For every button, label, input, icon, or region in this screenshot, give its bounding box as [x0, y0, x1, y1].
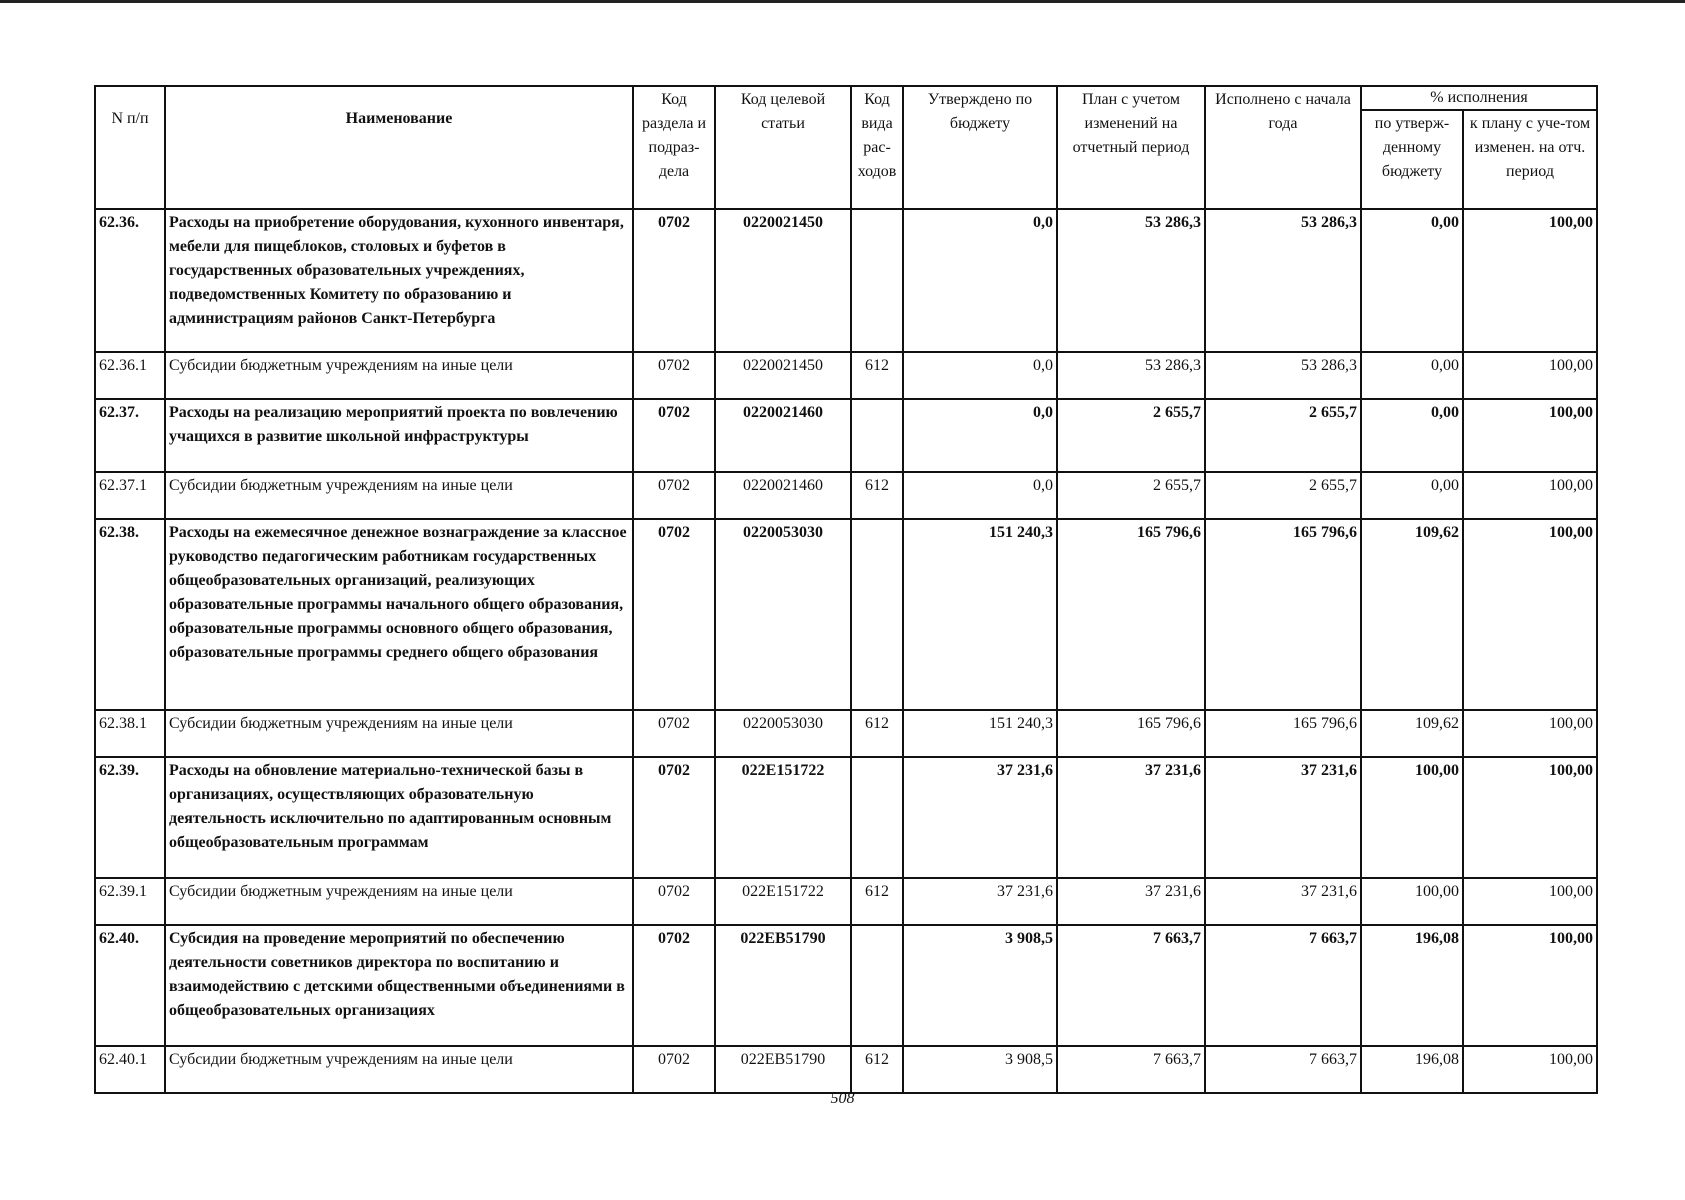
row-target: 0220021450 [715, 352, 851, 399]
page-number: 508 [830, 1090, 855, 1107]
row-section: 0702 [633, 1046, 715, 1093]
row-pct-approved: 100,00 [1361, 878, 1463, 925]
table-row [95, 399, 1597, 472]
row-name: Расходы на обновление материально-технической базы в организациях, осуществляющих образовательную деятельность исключительно по адаптированным основным общеобразовательным программам [165, 757, 633, 878]
row-section: 0702 [633, 472, 715, 519]
row-executed: 7 663,7 [1205, 925, 1361, 1046]
row-section: 0702 [633, 352, 715, 399]
row-kind [851, 399, 903, 472]
row-pct-approved: 196,08 [1361, 1046, 1463, 1093]
row-approved: 37 231,6 [903, 878, 1057, 925]
header-pct-plan: к плану с уче-том изменен. на отч. период [1463, 110, 1597, 209]
row-pct-approved: 196,08 [1361, 925, 1463, 1046]
row-pct-plan: 100,00 [1463, 925, 1597, 1046]
header-target-code: Код целевой статьи [715, 86, 851, 209]
row-target: 0220021460 [715, 399, 851, 472]
row-plan: 7 663,7 [1057, 925, 1205, 1046]
row-num: 62.37.1 [95, 472, 165, 519]
row-pct-approved: 100,00 [1361, 757, 1463, 878]
row-section: 0702 [633, 519, 715, 710]
row-plan: 37 231,6 [1057, 878, 1205, 925]
row-plan: 53 286,3 [1057, 352, 1205, 399]
row-target: 0220053030 [715, 519, 851, 710]
row-pct-plan: 100,00 [1463, 878, 1597, 925]
table-body [95, 209, 1597, 1093]
row-approved: 3 908,5 [903, 1046, 1057, 1093]
row-kind [851, 925, 903, 1046]
row-name: Субсидии бюджетным учреждениям на иные цели [165, 1046, 633, 1093]
row-approved: 0,0 [903, 209, 1057, 352]
header-num: N п/п [95, 86, 165, 209]
row-target: 0220021460 [715, 472, 851, 519]
row-pct-plan: 100,00 [1463, 352, 1597, 399]
header-section-code: Код раздела и подраз-дела [633, 86, 715, 209]
row-pct-approved: 0,00 [1361, 399, 1463, 472]
table-row [95, 472, 1597, 519]
row-section: 0702 [633, 925, 715, 1046]
table-row [95, 710, 1597, 757]
row-name: Субсидии бюджетным учреждениям на иные цели [165, 710, 633, 757]
row-kind [851, 209, 903, 352]
row-approved: 151 240,3 [903, 710, 1057, 757]
header-name: Наименование [165, 86, 633, 209]
row-name: Расходы на реализацию мероприятий проекта по вовлечению учащихся в развитие школьной инфраструктуры [165, 399, 633, 472]
row-section: 0702 [633, 878, 715, 925]
row-target: 0220053030 [715, 710, 851, 757]
row-pct-approved: 109,62 [1361, 710, 1463, 757]
row-approved: 3 908,5 [903, 925, 1057, 1046]
row-num: 62.40. [95, 925, 165, 1046]
row-section: 0702 [633, 209, 715, 352]
row-target: 022EB51790 [715, 1046, 851, 1093]
row-approved: 0,0 [903, 352, 1057, 399]
row-kind: 612 [851, 1046, 903, 1093]
row-num: 62.40.1 [95, 1046, 165, 1093]
top-border-line [0, 0, 1685, 3]
row-num: 62.38. [95, 519, 165, 710]
row-executed: 2 655,7 [1205, 399, 1361, 472]
row-plan: 165 796,6 [1057, 710, 1205, 757]
row-approved: 0,0 [903, 472, 1057, 519]
row-name: Расходы на приобретение оборудования, кухонного инвентаря, мебели для пищеблоков, столовых и буфетов в государственных образовательных учреждениях, подведомственных Комитету по образованию и администрациям районов Санкт-Петербурга [165, 209, 633, 352]
table-header [95, 86, 1597, 209]
header-percent-group: % исполнения [1361, 86, 1597, 110]
table-row [95, 1046, 1597, 1093]
row-plan: 53 286,3 [1057, 209, 1205, 352]
row-kind: 612 [851, 352, 903, 399]
table-row [95, 519, 1597, 710]
header-pct-approved: по утверж-денному бюджету [1361, 110, 1463, 209]
row-plan: 165 796,6 [1057, 519, 1205, 710]
row-executed: 53 286,3 [1205, 352, 1361, 399]
budget-sheet [94, 85, 1596, 1094]
row-approved: 151 240,3 [903, 519, 1057, 710]
header-executed: Исполнено с начала года [1205, 86, 1361, 209]
row-executed: 165 796,6 [1205, 710, 1361, 757]
row-name: Субсидии бюджетным учреждениям на иные цели [165, 352, 633, 399]
row-approved: 37 231,6 [903, 757, 1057, 878]
row-section: 0702 [633, 757, 715, 878]
table-row [95, 757, 1597, 878]
row-kind: 612 [851, 710, 903, 757]
row-name: Субсидия на проведение мероприятий по обеспечению деятельности советников директора по воспитанию и взаимодействию с детскими общественными объединениями в общеобразовательных организациях [165, 925, 633, 1046]
row-plan: 37 231,6 [1057, 757, 1205, 878]
table-row [95, 925, 1597, 1046]
row-executed: 7 663,7 [1205, 1046, 1361, 1093]
row-pct-plan: 100,00 [1463, 710, 1597, 757]
row-kind [851, 757, 903, 878]
budget-execution-table [94, 85, 1598, 1094]
row-name: Расходы на ежемесячное денежное вознаграждение за классное руководство педагогическим работникам государственных общеобразовательных организаций, реализующих образовательные программы начального общего образования, образовательные программы основного общего образования, образовательные программы среднего общего образования [165, 519, 633, 710]
row-num: 62.39.1 [95, 878, 165, 925]
row-target: 022E151722 [715, 757, 851, 878]
row-pct-plan: 100,00 [1463, 472, 1597, 519]
row-kind [851, 519, 903, 710]
header-expense-kind: Код вида рас-ходов [851, 86, 903, 209]
row-num: 62.38.1 [95, 710, 165, 757]
table-row [95, 209, 1597, 352]
row-pct-plan: 100,00 [1463, 399, 1597, 472]
row-approved: 0,0 [903, 399, 1057, 472]
row-executed: 53 286,3 [1205, 209, 1361, 352]
row-plan: 7 663,7 [1057, 1046, 1205, 1093]
row-name: Субсидии бюджетным учреждениям на иные цели [165, 878, 633, 925]
row-target: 022E151722 [715, 878, 851, 925]
header-approved: Утверждено по бюджету [903, 86, 1057, 209]
row-num: 62.37. [95, 399, 165, 472]
row-executed: 2 655,7 [1205, 472, 1361, 519]
row-pct-plan: 100,00 [1463, 519, 1597, 710]
row-pct-plan: 100,00 [1463, 757, 1597, 878]
row-pct-approved: 0,00 [1361, 209, 1463, 352]
row-section: 0702 [633, 399, 715, 472]
row-executed: 165 796,6 [1205, 519, 1361, 710]
table-row [95, 352, 1597, 399]
row-num: 62.39. [95, 757, 165, 878]
row-plan: 2 655,7 [1057, 399, 1205, 472]
row-executed: 37 231,6 [1205, 757, 1361, 878]
row-pct-plan: 100,00 [1463, 1046, 1597, 1093]
row-name: Субсидии бюджетным учреждениям на иные цели [165, 472, 633, 519]
row-pct-approved: 0,00 [1361, 472, 1463, 519]
row-pct-approved: 0,00 [1361, 352, 1463, 399]
row-pct-plan: 100,00 [1463, 209, 1597, 352]
row-kind: 612 [851, 472, 903, 519]
row-plan: 2 655,7 [1057, 472, 1205, 519]
header-plan: План с учетом изменений на отчетный период [1057, 86, 1205, 209]
row-target: 0220021450 [715, 209, 851, 352]
row-section: 0702 [633, 710, 715, 757]
table-row [95, 878, 1597, 925]
row-pct-approved: 109,62 [1361, 519, 1463, 710]
row-executed: 37 231,6 [1205, 878, 1361, 925]
row-target: 022EB51790 [715, 925, 851, 1046]
row-num: 62.36.1 [95, 352, 165, 399]
row-num: 62.36. [95, 209, 165, 352]
row-kind: 612 [851, 878, 903, 925]
